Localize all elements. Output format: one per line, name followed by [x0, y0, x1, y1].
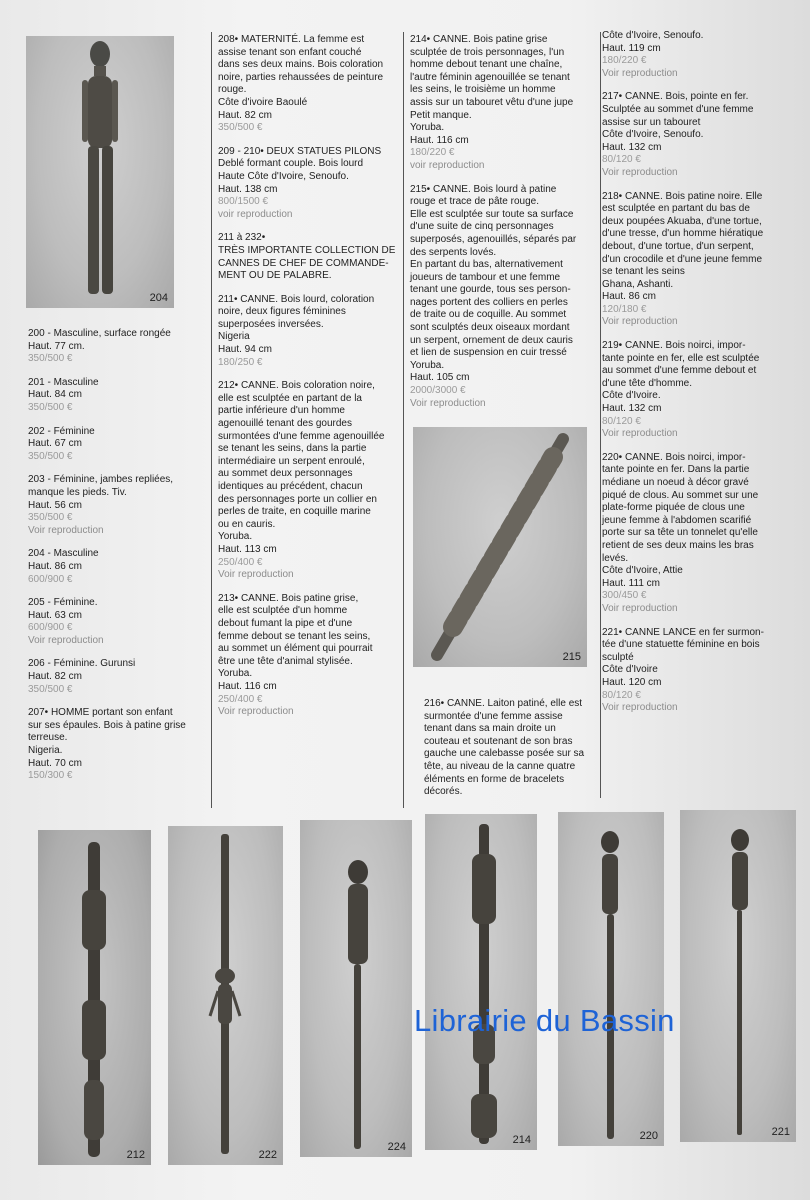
- lot-200: 200 - Masculine, surface rongée Haut. 77 cm. 350/500 €: [28, 328, 171, 365]
- photo-number: 222: [258, 1149, 277, 1161]
- lot-217-reproduction-link: Voir reproduction: [602, 166, 678, 178]
- photo-lot-204: [26, 36, 174, 308]
- column-1: [28, 328, 208, 794]
- lot-220: 220• CANNE. Bois noirci, impor- tante pointe en fer. Dans la partie médiane un noeud à décor gravé piqué de clous. Au sommet sur une plate-forme piquée de clous une jeune femme à l'abdomen scarifié porte sur sa tête un tonnelet qu'elle retient de ses deux mains les bras levés. Côte d'Ivoire, Attie Haut. 111 cm 300/450 € Voir reproduction: [602, 452, 794, 616]
- lot-219-reproduction-link: Voir reproduction: [602, 428, 678, 440]
- column-4: [602, 30, 794, 726]
- lot-214: 214• CANNE. Bois patine grise sculptée de trois personnages, l'un homme debout tenant une chaîne, l'autre féminin agenouillée se tenant les seins, le troisième un homme assis sur un tabouret vêtu d'une jupe Petit manque. Yoruba. Haut. 116 cm 180/220 € voir reproduction: [410, 34, 592, 173]
- lot-215-reproduction-link: Voir reproduction: [410, 397, 486, 409]
- lot-216-continued: Côte d'Ivoire, Senoufo. Haut. 119 cm 180/220 € Voir reproduction: [602, 30, 794, 80]
- lot-209-reproduction-link: voir reproduction: [218, 208, 293, 220]
- lot-216-reproduction-link: Voir reproduction: [602, 67, 678, 79]
- lot-219: 219• CANNE. Bois noirci, impor- tante pointe en fer, elle est sculptée au sommet d'une femme debout et d'une tête d'homme. Côte d'Ivoire. Haut. 132 cm 80/120 € Voir reproduction: [602, 340, 794, 441]
- lot-205: 205 - Féminine. Haut. 63 cm 600/900 € Voir reproduction: [28, 597, 208, 647]
- lot-203: 203 - Féminine, jambes repliées, manque les pieds. Tiv. Haut. 56 cm 350/500 € Voir reproduction: [28, 474, 208, 537]
- lot-205-reproduction-link: Voir reproduction: [28, 634, 104, 646]
- figure-illustration: [26, 36, 174, 308]
- cane-illustration: [38, 830, 151, 1165]
- cane-illustration: [558, 812, 664, 1146]
- cane-illustration: [680, 810, 796, 1142]
- column-2: [218, 34, 398, 730]
- lot-214-reproduction-link: voir reproduction: [410, 159, 485, 171]
- lot-206: 206 - Féminine. Gurunsi Haut. 82 cm 350/500 €: [28, 658, 136, 695]
- photo-number: 214: [512, 1134, 531, 1146]
- lot-221: 221• CANNE LANCE en fer surmon- tée d'une statuette féminine en bois sculpté Côte d'Ivoire Haut. 120 cm 80/120 € Voir reproduction: [602, 627, 794, 715]
- watermark: Librairie du Bassin: [414, 1003, 675, 1038]
- cane-illustration: [413, 427, 587, 667]
- cane-illustration: [425, 814, 537, 1150]
- cane-illustration: [300, 820, 412, 1157]
- photo-number: 221: [771, 1126, 790, 1138]
- lot-204: 204 - Masculine Haut. 86 cm 600/900 €: [28, 548, 99, 585]
- photo-lot-214: [425, 814, 537, 1150]
- lot-201: 201 - Masculine Haut. 84 cm 350/500 €: [28, 376, 99, 413]
- photo-lot-220: [558, 812, 664, 1146]
- lot-208: 208• MATERNITÉ. La femme est assise tenant son enfant couché dans ses deux mains. Bois coloration noire, parties rehaussées de peinture rouge. Côte d'ivoire Baoulé Haut. 82 cm 350/500 €: [218, 34, 384, 134]
- lot-212-reproduction-link: Voir reproduction: [218, 569, 294, 581]
- lot-209-210: 209 - 210• DEUX STATUES PILONS Deblé formant couple. Bois lourd Haute Côte d'Ivoire, Senoufo. Haut. 138 cm 800/1500 € voir reproduction: [218, 146, 398, 222]
- lot-202: 202 - Féminine Haut. 67 cm 350/500 €: [28, 425, 95, 462]
- lot-218: 218• CANNE. Bois patine noire. Elle est sculptée en partant du bas de deux poupées Akuaba, d'une tortue, d'une tresse, d'un homme hiératique debout, d'une tortue, d'un serpent, d'un crocodile et d'une jeune femme se tenant les seins Ghana, Ashanti. Haut. 86 cm 120/180 € Voir reproduction: [602, 191, 794, 330]
- photo-number: 212: [126, 1149, 145, 1161]
- photo-lot-221: [680, 810, 796, 1142]
- lot-213: 213• CANNE. Bois patine grise, elle est sculptée d'un homme debout fumant la pipe et d'une femme debout se tenant les seins, au sommet un élément qui pourrait être une tête d'animal stylisée. Yoruba. Haut. 116 cm 250/400 € Voir reproduction: [218, 593, 398, 719]
- photo-lot-212: [38, 830, 151, 1165]
- column-divider: [600, 32, 601, 798]
- column-3-lower: [424, 698, 596, 810]
- lot-216: 216• CANNE. Laiton patiné, elle est surmontée d'une femme assise tenant dans sa main droite un couteau et soutenant de son bras gauche une calebasse posée sur sa tête, au niveau de la canne quatre éléments en forme de bracelets décorés.: [424, 698, 585, 798]
- column-divider: [211, 32, 212, 808]
- column-3: [410, 34, 592, 421]
- photo-lot-224: [300, 820, 412, 1157]
- lot-203-reproduction-link: Voir reproduction: [28, 524, 104, 536]
- photo-lot-222: [168, 826, 283, 1165]
- photo-lot-215: [413, 427, 587, 667]
- lot-218-reproduction-link: Voir reproduction: [602, 316, 678, 328]
- cane-illustration: [168, 826, 283, 1165]
- lot-215: 215• CANNE. Bois lourd à patine rouge et trace de pâte rouge. Elle est sculptée sur toute sa surface d'une suite de cinq personnages superposés, agenouillés, séparés par des serpents lovés. En partant du bas, alternativement joueurs de tambour et une femme tenant une gourde, tous ses person- nages portent des colliers en perles de traite ou de coquille. Au sommet sont sculptés deux oiseaux mordant un serpent, ornement de deux cauris et lien de suspension en cuir tressé Yoruba. Haut. 105 cm 2000/3000 € Voir reproduction: [410, 184, 592, 411]
- lot-220-reproduction-link: Voir reproduction: [602, 602, 678, 614]
- photo-number: 220: [639, 1130, 658, 1142]
- photo-number: 215: [562, 651, 581, 663]
- collection-heading: 211 à 232• TRÈS IMPORTANTE COLLECTION DE CANNES DE CHEF DE COMMANDE- MENT OU DE PALABRE.: [218, 232, 396, 282]
- lot-221-reproduction-link: Voir reproduction: [602, 702, 678, 714]
- column-divider: [403, 32, 404, 808]
- photo-number: 204: [149, 292, 168, 304]
- lot-212: 212• CANNE. Bois coloration noire, elle est sculptée en partant de la partie inférieure d'un homme agenouillé tenant des gourdes surmontées d'une femme agenouillée se tenant les seins, dans la partie intermédiaire un serpent enroulé, au sommet deux personnages identiques au précédent, chacun des personnages porte un collier en perles de traite, en coquille marine ou en cauris. Yoruba. Haut. 113 cm 250/400 € Voir reproduction: [218, 380, 398, 582]
- lot-207: 207• HOMME portant son enfant sur ses épaules. Bois à patine grise terreuse. Nigeria. Haut. 70 cm 150/300 €: [28, 707, 186, 782]
- photo-number: 224: [387, 1141, 406, 1153]
- lot-211: 211• CANNE. Bois lourd, coloration noire, deux figures féminines superposées inversées. Nigeria Haut. 94 cm 180/250 €: [218, 293, 375, 368]
- lot-217: 217• CANNE. Bois, pointe en fer. Sculptée au sommet d'une femme assise sur un tabouret Côte d'Ivoire, Senoufo. Haut. 132 cm 80/120 € Voir reproduction: [602, 91, 794, 179]
- lot-213-reproduction-link: Voir reproduction: [218, 706, 294, 718]
